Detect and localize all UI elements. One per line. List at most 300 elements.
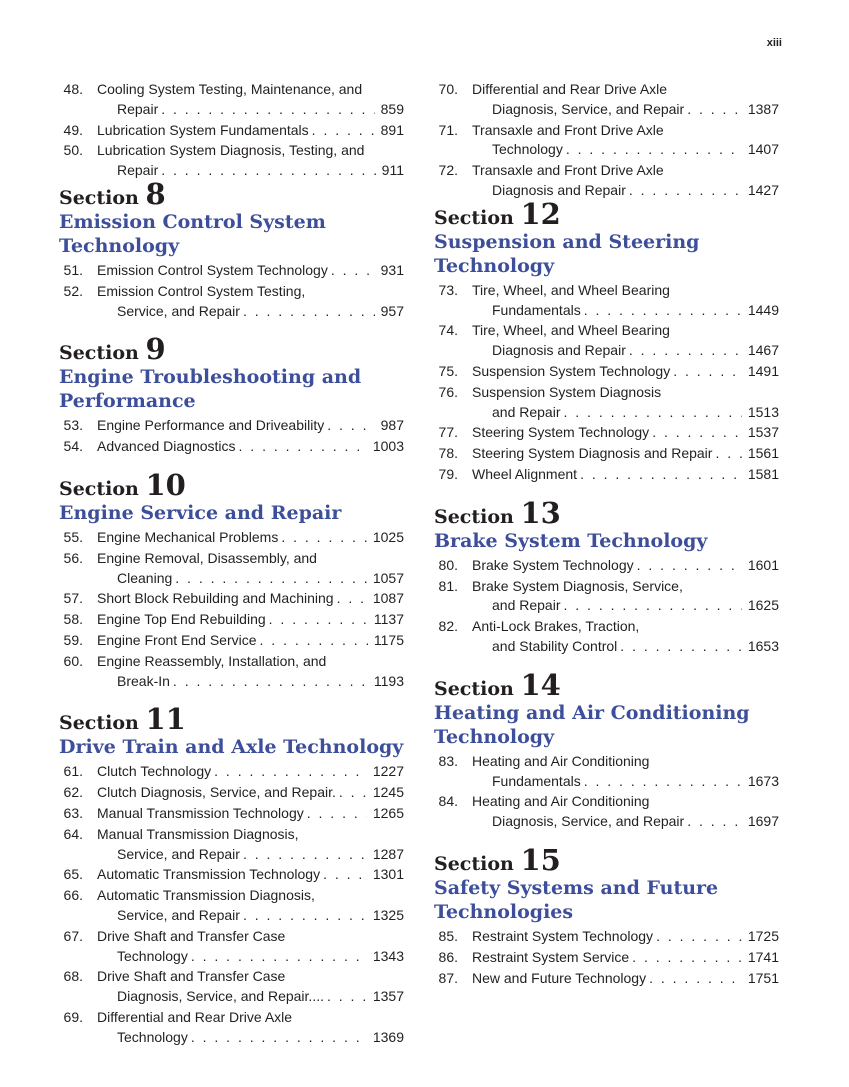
dot-leader	[656, 927, 742, 947]
entry-title: Break-In	[117, 672, 170, 689]
entry-number: 74.	[438, 322, 458, 339]
entry-title: Service, and Repair	[117, 845, 240, 862]
leading-entries	[434, 80, 779, 201]
entry-title: Technology	[117, 947, 188, 964]
section-number: 9	[145, 332, 166, 367]
entry-page: 1697	[747, 813, 779, 830]
entry-text	[59, 282, 404, 322]
page-number: xiii	[766, 37, 782, 49]
section-heading	[59, 332, 404, 367]
toc-entry[interactable]	[434, 969, 779, 989]
entry-line	[472, 362, 779, 382]
entry-number: 73.	[438, 281, 458, 298]
entry-page: 1491	[747, 362, 779, 379]
entry-line	[472, 301, 779, 321]
dot-leader	[331, 261, 375, 281]
entry-title: Repair	[117, 100, 159, 117]
entry-title: Automatic Transmission Technology	[97, 866, 321, 883]
section-label: Section	[434, 852, 514, 875]
dot-leader	[243, 845, 367, 865]
toc-entry[interactable]	[59, 762, 404, 782]
dot-leader	[214, 762, 367, 782]
entry-title: and Stability Control	[492, 637, 618, 654]
entry-title: Clutch Technology	[97, 763, 212, 780]
entry-title: Engine Performance and Driveability	[97, 417, 325, 434]
entry-number: 80.	[438, 556, 458, 573]
section-title: Engine Troubleshooting and Performance	[59, 366, 362, 413]
entry-number: 62.	[63, 784, 83, 801]
dot-leader	[323, 865, 367, 885]
dot-leader	[312, 121, 375, 141]
entry-text	[59, 437, 404, 457]
entry-text	[434, 556, 779, 576]
entry-text	[434, 927, 779, 947]
entry-page: 1003	[372, 438, 404, 455]
dot-leader	[327, 416, 374, 436]
toc-entry[interactable]	[59, 282, 404, 322]
entry-title: Anti-Lock Brakes, Traction,	[472, 618, 640, 635]
toc-entry[interactable]	[434, 161, 779, 201]
dot-leader	[649, 969, 742, 989]
entry-number: 84.	[438, 793, 458, 810]
entry-text	[59, 825, 404, 865]
section-title: Safety Systems and Future Technologies	[434, 876, 719, 923]
toc-entry[interactable]	[59, 631, 404, 651]
entry-number: 77.	[438, 424, 458, 441]
entry-number: 66.	[63, 887, 83, 904]
section-block	[434, 842, 779, 988]
dot-leader	[687, 812, 742, 832]
toc-column-left	[59, 80, 404, 1049]
entry-title: Wheel Alignment	[472, 465, 578, 482]
entry-number: 52.	[63, 282, 83, 299]
entry-line	[97, 589, 404, 609]
dot-leader	[687, 100, 742, 120]
entry-page: 1265	[372, 804, 404, 821]
entry-line	[97, 141, 404, 161]
entry-title: Engine Top End Rebuilding	[97, 611, 266, 628]
entry-title: Diagnosis and Repair	[492, 342, 626, 359]
entry-line	[97, 865, 404, 885]
entry-number: 67.	[63, 927, 83, 944]
toc-entry[interactable]	[434, 792, 779, 832]
entry-title: Transaxle and Front Drive Axle	[472, 162, 664, 179]
dot-leader	[673, 362, 742, 382]
section-number: 13	[520, 495, 561, 530]
entry-page: 1325	[372, 906, 404, 923]
entry-title: Emission Control System Testing,	[97, 282, 306, 299]
entry-text	[434, 577, 779, 617]
entry-line	[97, 282, 404, 302]
entry-page: 1407	[747, 141, 779, 158]
entry-line	[472, 596, 779, 616]
dot-leader	[584, 301, 742, 321]
entry-page: 1513	[747, 403, 779, 420]
entry-line	[97, 825, 404, 845]
entry-text	[59, 886, 404, 926]
entry-title: Advanced Diagnostics	[97, 438, 236, 455]
entry-text	[59, 783, 404, 803]
entry-title: Technology	[492, 141, 563, 158]
entry-text	[59, 610, 404, 630]
toc-entry[interactable]	[434, 423, 779, 443]
entry-number: 54.	[63, 438, 83, 455]
entry-text	[434, 948, 779, 968]
entry-line	[472, 969, 779, 989]
leading-entries	[59, 80, 404, 181]
entry-page: 911	[381, 162, 404, 179]
entry-page: 1449	[747, 301, 779, 318]
entry-title: Restraint System Service	[472, 948, 630, 965]
entry-title: Manual Transmission Technology	[97, 804, 304, 821]
entry-line	[472, 444, 779, 464]
toc-entry[interactable]	[434, 321, 779, 361]
entry-line	[97, 631, 404, 651]
toc-entry[interactable]	[59, 967, 404, 1007]
entry-title: Brake System Technology	[472, 556, 634, 573]
entry-title: Service, and Repair	[117, 906, 240, 923]
dot-leader	[307, 804, 367, 824]
dot-leader	[175, 569, 367, 589]
entry-number: 87.	[438, 969, 458, 986]
toc-entry[interactable]	[434, 948, 779, 968]
entry-line	[97, 437, 404, 457]
entry-title: Transaxle and Front Drive Axle	[472, 121, 664, 138]
entry-page: 1087	[372, 590, 404, 607]
entry-page: 957	[380, 302, 404, 319]
entry-line	[472, 792, 779, 812]
entry-text	[434, 362, 779, 382]
entry-number: 59.	[63, 631, 83, 648]
entry-number: 70.	[438, 81, 458, 97]
dot-leader	[620, 637, 742, 657]
entry-line	[97, 906, 404, 926]
entry-title: Technology	[117, 1028, 188, 1045]
dot-leader	[629, 341, 742, 361]
entry-number: 79.	[438, 465, 458, 482]
section-title: Emission Control System Technology	[59, 210, 326, 257]
toc-entry[interactable]	[59, 886, 404, 926]
entry-text	[59, 652, 404, 692]
toc-entry[interactable]	[59, 865, 404, 885]
entry-title: Fundamentals	[492, 772, 581, 789]
entry-text	[434, 752, 779, 792]
entry-number: 56.	[63, 549, 83, 566]
entry-text	[59, 589, 404, 609]
toc-entry[interactable]	[59, 549, 404, 589]
entry-title: Diagnosis and Repair	[492, 181, 626, 198]
entry-number: 82.	[438, 618, 458, 635]
entry-title: Restraint System Technology	[472, 927, 654, 944]
entry-page: 1653	[747, 637, 779, 654]
entry-title: Short Block Rebuilding and Machining	[97, 590, 334, 607]
entry-page: 1245	[372, 784, 404, 801]
entry-line	[472, 577, 779, 597]
entry-page: 1427	[747, 181, 779, 198]
entry-line	[97, 804, 404, 824]
entry-page: 1751	[747, 969, 779, 986]
toc-entry[interactable]	[434, 577, 779, 617]
toc-entry[interactable]	[59, 652, 404, 692]
entry-title: and Repair	[492, 597, 561, 614]
dot-leader	[629, 181, 742, 201]
entry-line	[472, 80, 779, 100]
entry-number: 78.	[438, 445, 458, 462]
entry-number: 49.	[63, 121, 83, 138]
toc-entry[interactable]	[434, 617, 779, 657]
entry-number: 50.	[63, 142, 83, 159]
entry-line	[472, 556, 779, 576]
entry-line	[472, 772, 779, 792]
section-heading	[59, 467, 404, 502]
entry-line	[472, 100, 779, 120]
entry-number: 65.	[63, 866, 83, 883]
section-heading	[434, 495, 779, 530]
toc-entry[interactable]	[59, 528, 404, 548]
entry-line	[472, 423, 779, 443]
entry-title: Engine Removal, Disassembly, and	[97, 549, 317, 566]
toc-entry[interactable]	[434, 465, 779, 485]
section-number: 15	[520, 842, 561, 877]
toc-entry[interactable]	[434, 927, 779, 947]
entry-title: Drive Shaft and Transfer Case	[97, 968, 286, 985]
entry-number: 64.	[63, 825, 83, 842]
toc-entry[interactable]	[59, 121, 404, 141]
toc-entry[interactable]	[59, 927, 404, 967]
dot-leader	[564, 403, 742, 423]
dot-leader	[652, 423, 742, 443]
entry-page: 1581	[747, 465, 779, 482]
section-heading	[434, 667, 779, 702]
toc-entry[interactable]	[59, 825, 404, 865]
entry-number: 60.	[63, 652, 83, 669]
section-label: Section	[434, 677, 514, 700]
entry-line	[97, 100, 404, 120]
entry-title: Cooling System Testing, Maintenance, and	[97, 81, 363, 97]
dot-leader	[339, 783, 367, 803]
entry-text	[434, 792, 779, 832]
toc-entry[interactable]	[434, 752, 779, 792]
entry-title: Heating and Air Conditioning	[472, 793, 650, 810]
entry-text	[434, 465, 779, 485]
entry-line	[472, 927, 779, 947]
entry-title: Heating and Air Conditioning	[472, 752, 650, 769]
entry-line	[97, 528, 404, 548]
entry-page: 1561	[747, 445, 779, 462]
entry-title: Service, and Repair	[117, 302, 240, 319]
entry-number: 86.	[438, 948, 458, 965]
entry-line	[472, 637, 779, 657]
entry-title: Lubrication System Fundamentals	[97, 121, 309, 138]
entry-line	[97, 1028, 404, 1048]
entry-line	[97, 762, 404, 782]
entry-page: 1357	[372, 988, 404, 1005]
entry-line	[97, 161, 404, 181]
entry-number: 76.	[438, 383, 458, 400]
entry-text	[59, 121, 404, 141]
entry-line	[97, 845, 404, 865]
section-heading	[59, 702, 404, 737]
entry-line	[472, 752, 779, 772]
entry-number: 81.	[438, 577, 458, 594]
entry-text	[59, 528, 404, 548]
toc-entry[interactable]	[59, 610, 404, 630]
toc-entry[interactable]	[59, 437, 404, 457]
entry-title: Brake System Diagnosis, Service,	[472, 577, 683, 594]
dot-leader	[632, 948, 742, 968]
toc-entry[interactable]	[59, 589, 404, 609]
entry-line	[97, 927, 404, 947]
entry-line	[472, 403, 779, 423]
entry-title: Tire, Wheel, and Wheel Bearing	[472, 281, 670, 298]
dot-leader	[564, 596, 742, 616]
entry-line	[97, 302, 404, 322]
toc-entry[interactable]	[59, 783, 404, 803]
entry-text	[59, 631, 404, 651]
entry-number: 57.	[63, 590, 83, 607]
entry-title: Differential and Rear Drive Axle	[472, 81, 668, 97]
entry-number: 63.	[63, 804, 83, 821]
entry-page: 1601	[747, 556, 779, 573]
entry-text	[59, 416, 404, 436]
toc-entry[interactable]	[434, 80, 779, 120]
entry-text	[434, 969, 779, 989]
section-heading	[434, 196, 779, 231]
entry-title: Cleaning	[117, 569, 173, 586]
toc-entry[interactable]	[59, 804, 404, 824]
entry-title: Engine Mechanical Problems	[97, 528, 279, 545]
toc-entry[interactable]	[59, 261, 404, 281]
entry-number: 85.	[438, 927, 458, 944]
entry-line	[472, 140, 779, 160]
entry-line	[472, 617, 779, 637]
entry-line	[97, 886, 404, 906]
entry-number: 58.	[63, 611, 83, 628]
section-block	[434, 196, 779, 485]
dot-leader	[191, 1028, 367, 1048]
entry-title: Steering System Technology	[472, 424, 650, 441]
dot-leader	[715, 444, 741, 464]
entry-title: Manual Transmission Diagnosis,	[97, 825, 299, 842]
entry-page: 1301	[372, 866, 404, 883]
entry-page: 1725	[747, 927, 779, 944]
dot-leader	[337, 589, 367, 609]
entry-page: 1057	[372, 569, 404, 586]
toc-entry[interactable]	[59, 416, 404, 436]
entry-page: 987	[380, 417, 404, 434]
dot-leader	[161, 100, 374, 120]
entry-title: Engine Front End Service	[97, 631, 257, 648]
section-block	[59, 467, 404, 691]
entry-line	[97, 569, 404, 589]
entry-text	[59, 80, 404, 120]
entry-text	[59, 762, 404, 782]
entry-title: Diagnosis, Service, and Repair....	[117, 988, 324, 1005]
dot-leader	[191, 947, 367, 967]
dot-leader	[580, 465, 742, 485]
toc-entry[interactable]	[59, 80, 404, 120]
entry-line	[97, 261, 404, 281]
entry-title: Drive Shaft and Transfer Case	[97, 927, 286, 944]
entry-title: Automatic Transmission Diagnosis,	[97, 887, 315, 904]
section-heading	[59, 176, 404, 211]
entry-line	[472, 341, 779, 361]
entry-line	[97, 610, 404, 630]
entry-page: 1227	[372, 763, 404, 780]
toc-entry[interactable]	[59, 1008, 404, 1048]
entry-title: Fundamentals	[492, 301, 581, 318]
entry-line	[97, 1008, 404, 1028]
entry-title: and Repair	[492, 403, 561, 420]
entry-number: 68.	[63, 968, 83, 985]
toc-entry[interactable]	[434, 556, 779, 576]
dot-leader	[173, 672, 368, 692]
toc-entry[interactable]	[434, 121, 779, 161]
entry-number: 51.	[63, 261, 83, 278]
entry-number: 53.	[63, 417, 83, 434]
section-number: 14	[520, 667, 561, 702]
entry-page: 1467	[747, 342, 779, 359]
entry-line	[472, 181, 779, 201]
entry-title: Engine Reassembly, Installation, and	[97, 652, 327, 669]
entry-title: Tire, Wheel, and Wheel Bearing	[472, 322, 670, 339]
toc-entry[interactable]	[434, 362, 779, 382]
entry-title: Clutch Diagnosis, Service, and Repair.	[97, 784, 336, 801]
toc-entry[interactable]	[434, 281, 779, 321]
toc-entry[interactable]	[434, 444, 779, 464]
entry-title: Lubrication System Diagnosis, Testing, and	[97, 142, 365, 159]
entry-page: 859	[380, 100, 404, 117]
entry-text	[434, 80, 779, 120]
dot-leader	[161, 161, 375, 181]
section-title: Suspension and Steering Technology	[434, 230, 700, 277]
entry-title: Suspension System Technology	[472, 362, 671, 379]
entry-line	[97, 672, 404, 692]
entry-number: 55.	[63, 528, 83, 545]
entry-title: Suspension System Diagnosis	[472, 383, 662, 400]
dot-leader	[327, 987, 367, 1007]
entry-page: 1537	[747, 424, 779, 441]
entry-page: 1741	[747, 948, 779, 965]
entry-page: 1193	[373, 672, 404, 689]
entry-text	[434, 281, 779, 321]
section-block	[59, 332, 404, 457]
entry-line	[97, 783, 404, 803]
entry-line	[472, 465, 779, 485]
section-number: 10	[145, 467, 186, 502]
entry-line	[472, 161, 779, 181]
toc-entry[interactable]	[59, 141, 404, 181]
dot-leader	[281, 528, 367, 548]
entry-text	[434, 321, 779, 361]
entry-line	[97, 967, 404, 987]
section-block	[434, 667, 779, 832]
section-title: Drive Train and Axle Technology	[59, 736, 404, 759]
entry-page: 1387	[747, 100, 779, 117]
entry-line	[97, 549, 404, 569]
entry-page: 1175	[373, 631, 404, 648]
toc-entry[interactable]	[434, 383, 779, 423]
entry-title: Diagnosis, Service, and Repair	[492, 100, 685, 117]
dot-leader	[243, 302, 375, 322]
dot-leader	[239, 437, 367, 457]
entry-page: 1673	[747, 772, 779, 789]
entry-number: 72.	[438, 162, 458, 179]
section-title: Engine Service and Repair	[59, 501, 342, 524]
entry-text	[59, 927, 404, 967]
entry-text	[59, 967, 404, 1007]
entry-text	[59, 261, 404, 281]
